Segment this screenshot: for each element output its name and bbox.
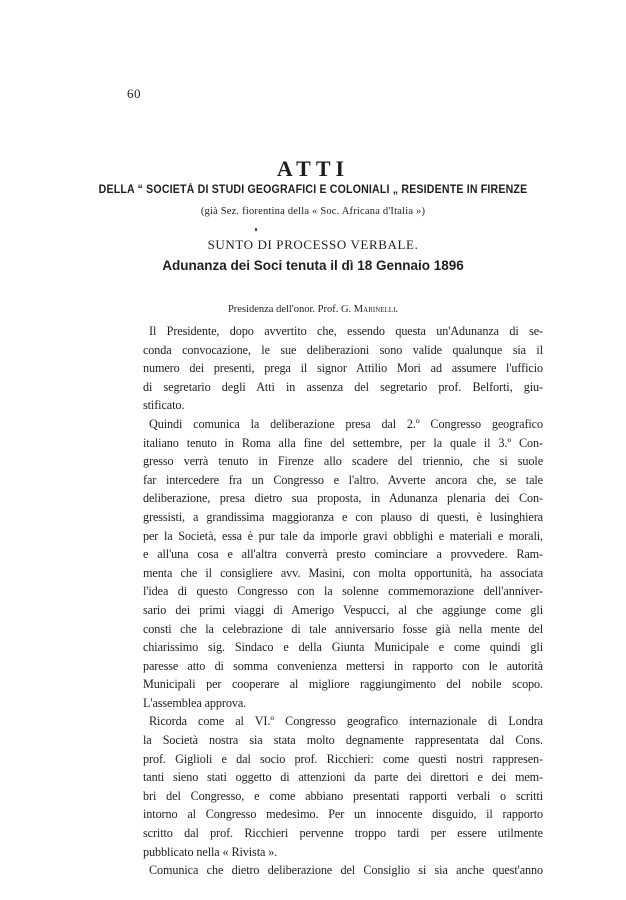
text-line: la Società nostra sia stata molto degnamente rappresentata dal Cons. xyxy=(143,733,543,748)
text-line: gresso verrà tenuto in Firenze allo scadere del triennio, che si suole xyxy=(143,454,543,469)
text-line: sario dei primi viaggi di Amerigo Vespucci, al che aggiunge come gli xyxy=(143,602,543,617)
page-number: 60 xyxy=(127,86,141,101)
page-subtitle: DELLA “ SOCIETÀ DI STUDI GEOGRAFICI E COLONIALI „ RESIDENTE IN FIRENZE xyxy=(98,184,528,196)
decorative-mark xyxy=(255,228,257,231)
text-line: italiano tenuto in Roma alla fine del settembre, per la quale il 3.º Con- xyxy=(143,435,543,450)
text-line: per la Società, essa è pur tale da imporle gravi obblighi e materiali e morali, xyxy=(143,528,543,543)
section-heading: SUNTO DI PROCESSO VERBALE. xyxy=(207,237,419,252)
text-line: scritto dal prof. Ricchieri pervenne troppo tardi per essere utilmente xyxy=(143,826,543,841)
page-parenthetical: (già Sez. fiorentina della « Soc. Africana d'Italia ») xyxy=(200,206,426,217)
text-line: bri del Congresso, e come abbiano presentati rapporti verbali o scritti xyxy=(143,788,543,803)
text-line: stificato. xyxy=(143,398,185,413)
text-line: intorno al Congresso medesimo. Per un innocente disguido, il rapporto xyxy=(143,807,543,822)
text-line: Ricorda come al VI.º Congresso geografico internazionale di Londra xyxy=(149,714,543,729)
text-line: Quindi comunica la deliberazione presa dal 2.º Congresso geografico xyxy=(149,416,543,431)
meeting-heading: Adunanza dei Soci tenuta il dì 18 Gennaio 1896 xyxy=(162,258,464,273)
president-name: Marinelli. xyxy=(353,304,399,315)
text-line: tanti sieno stati oggetto di attenzioni da parte dei direttori e dei mem- xyxy=(143,770,543,785)
text-line: gressisti, a grandissima maggioranza e con plauso di questi, è lusinghiera xyxy=(143,509,543,524)
page-title: ATTI xyxy=(276,156,350,181)
text-line: numero dei presenti, prega il signor Attilio Mori ad assumere l'ufficio xyxy=(143,361,543,376)
presidency-prefix: Presidenza dell'onor. Prof. G. xyxy=(227,304,354,315)
text-line: Comunica che dietro deliberazione del Consiglio si sia anche quest'anno xyxy=(149,863,543,878)
text-line: consti che la celebrazione di tale anniversario fosse già nella mente del xyxy=(143,621,543,636)
text-line: deliberazione, presa dietro sua proposta, in Adunanza plenaria dei Con- xyxy=(143,491,543,506)
text-line: e all'una cosa e all'altra converrà presto cominciare a provvedere. Ram- xyxy=(143,547,543,562)
text-line: far intercedere fra un Congresso e l'altro. Avverte ancora che, se tale xyxy=(143,472,543,487)
presidency-line xyxy=(0,304,626,315)
text-line: chiarissimo sig. Sindaco e della Giunta Municipale e come quindi gli xyxy=(143,640,543,655)
text-line: L'assemblea approva. xyxy=(143,695,247,710)
text-line: conda convocazione, le sue deliberazioni sono valide qualunque sia il xyxy=(143,342,543,357)
text-line: menta che il consigliere avv. Masini, con molta opportunità, ha associata xyxy=(143,565,543,580)
text-line: prof. Giglioli e dal socio prof. Ricchieri: come questi nostri rappresen- xyxy=(143,751,543,766)
text-line: Municipali per cooperare al migliore raggiungimento del nobile scopo. xyxy=(143,677,543,692)
text-line: pubblicato nella « Rivista ». xyxy=(143,844,278,859)
text-line: l'idea di questo Congresso con la solenne commemorazione dell'anniver- xyxy=(143,584,543,599)
text-line: paresse atto di somma convenienza mettersi in rapporto con le autorità xyxy=(143,658,543,673)
text-line: Il Presidente, dopo avvertito che, essendo questa un'Adunanza di se- xyxy=(149,324,543,338)
text-line: di segretario degli Atti in assenza del segretario prof. Belforti, giu- xyxy=(143,379,543,394)
body-text xyxy=(143,322,543,880)
